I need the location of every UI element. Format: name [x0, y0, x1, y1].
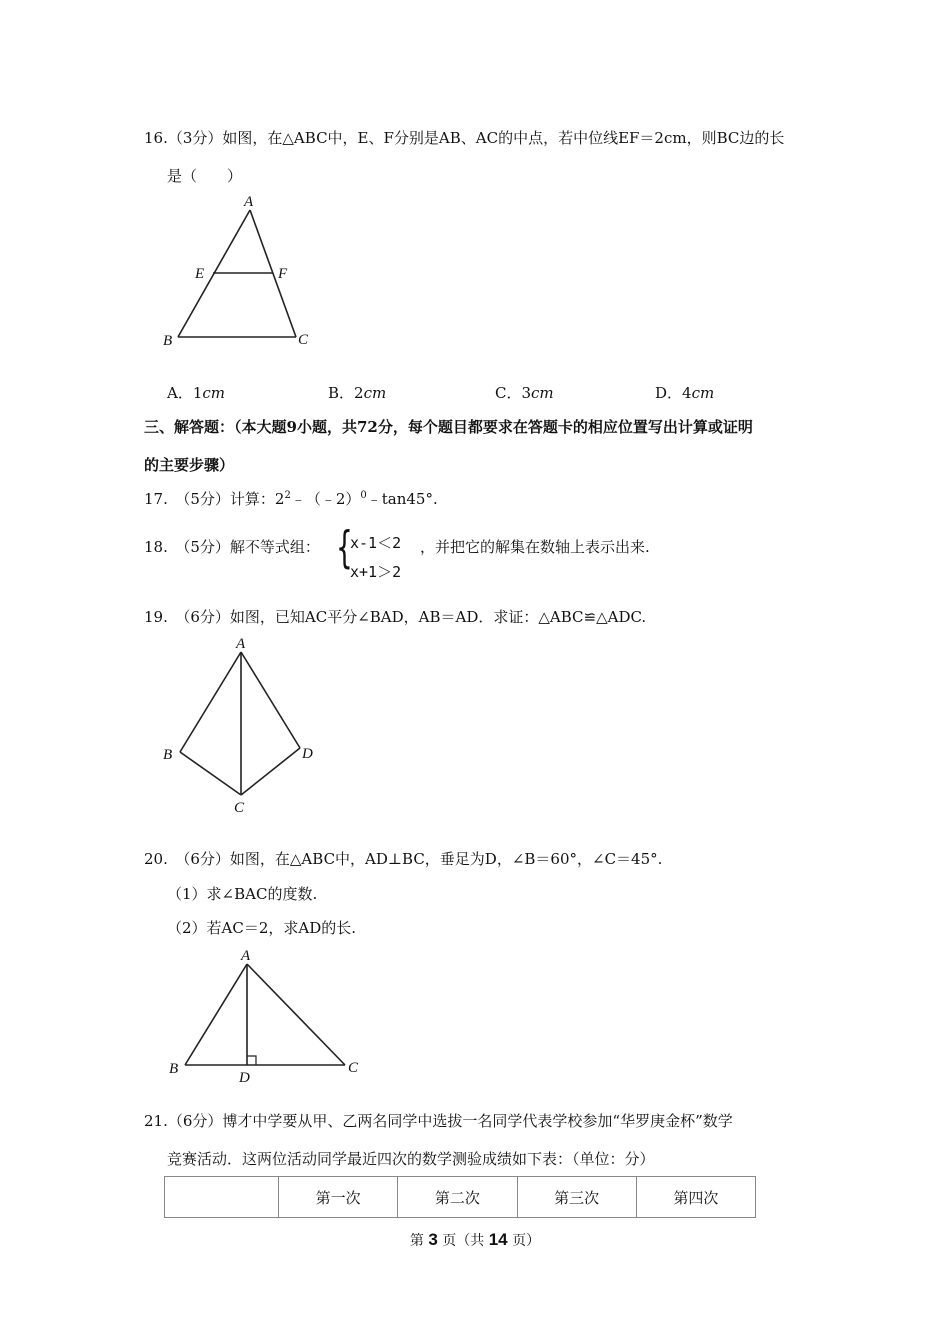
q21-line2: 竞赛活动．这两位活动同学最近四次的数学测验成绩如下表：（单位：分）	[167, 1150, 655, 1168]
label-a: A	[236, 636, 246, 652]
label-a: A	[241, 948, 251, 964]
score-table	[164, 1176, 756, 1218]
choice-b: B．2cm	[328, 384, 387, 402]
q20-sub2: （2）若AC＝2，求AD的长.	[167, 919, 357, 937]
q16-figure	[155, 190, 330, 350]
q16-line1: 16.（3分）如图，在△ABC中，E、F分别是AB、AC的中点，若中位线EF＝2cm，则BC边的长	[144, 129, 785, 147]
q16-line2: 是（ ）	[167, 167, 243, 185]
q20-sub1: （1）求∠BAC的度数.	[167, 885, 318, 903]
choice-d: D．4cm	[655, 384, 715, 402]
section3-heading-line2: 的主要步骤）	[144, 456, 235, 474]
label-f: F	[278, 266, 288, 282]
label-b: B	[163, 333, 173, 349]
brace-icon: {	[336, 522, 353, 573]
edge-ab	[185, 964, 247, 1065]
q18-prefix: 18. （5分）解不等式组：	[144, 538, 320, 556]
label-a: A	[244, 194, 254, 210]
section3-heading-line1: 三、解答题：（本大题9小题，共72分，每个题目都要求在答题卡的相应位置写出计算或证明	[144, 418, 753, 436]
header-cell-third: 第三次	[517, 1177, 636, 1218]
label-d: D	[239, 1070, 250, 1086]
q18-suffix: ，并把它的解集在数轴上表示出来.	[420, 538, 650, 556]
inequality-2: x+1＞2	[350, 563, 402, 581]
edge-dc	[241, 748, 300, 795]
label-c: C	[298, 332, 309, 348]
q21-line1: 21.（6分）博才中学要从甲、乙两名同学中选拔一名同学代表学校参加“华罗庚金杯”数学	[144, 1112, 733, 1130]
label-e: E	[195, 266, 205, 282]
header-cell-first: 第一次	[279, 1177, 398, 1218]
edge-ac	[247, 964, 345, 1065]
label-b: B	[169, 1061, 179, 1077]
right-angle-mark	[247, 1056, 256, 1065]
label-d: D	[302, 746, 313, 762]
q20-text: 20. （6分）如图，在△ABC中，AD⊥BC，垂足为D，∠B＝60°，∠C＝45°.	[144, 850, 663, 868]
choice-c: C．3cm	[495, 384, 554, 402]
page-footer: 第 3 页（共 14 页）	[409, 1230, 541, 1249]
q17: 17. （5分）计算：$2^2﹣(﹣2)^0﹣\tan 45^\circ$.	[144, 490, 438, 508]
header-cell-empty	[165, 1177, 279, 1218]
q19-figure	[155, 632, 330, 817]
header-cell-fourth: 第四次	[636, 1177, 755, 1218]
edge-ab	[180, 652, 241, 752]
label-c: C	[348, 1060, 359, 1076]
q20-figure	[155, 944, 375, 1086]
label-b: B	[163, 747, 173, 763]
edge-ad	[241, 652, 300, 748]
choice-a: A．1cm	[167, 384, 226, 402]
edge-bc	[180, 752, 241, 795]
table-header-row	[165, 1177, 756, 1218]
label-c: C	[234, 800, 245, 816]
q19-text: 19. （6分）如图，已知AC平分∠BAD，AB＝AD．求证：△ABC≌△ADC.	[144, 608, 647, 626]
header-cell-second: 第二次	[398, 1177, 517, 1218]
inequality-1: x-1＜2	[350, 534, 402, 552]
